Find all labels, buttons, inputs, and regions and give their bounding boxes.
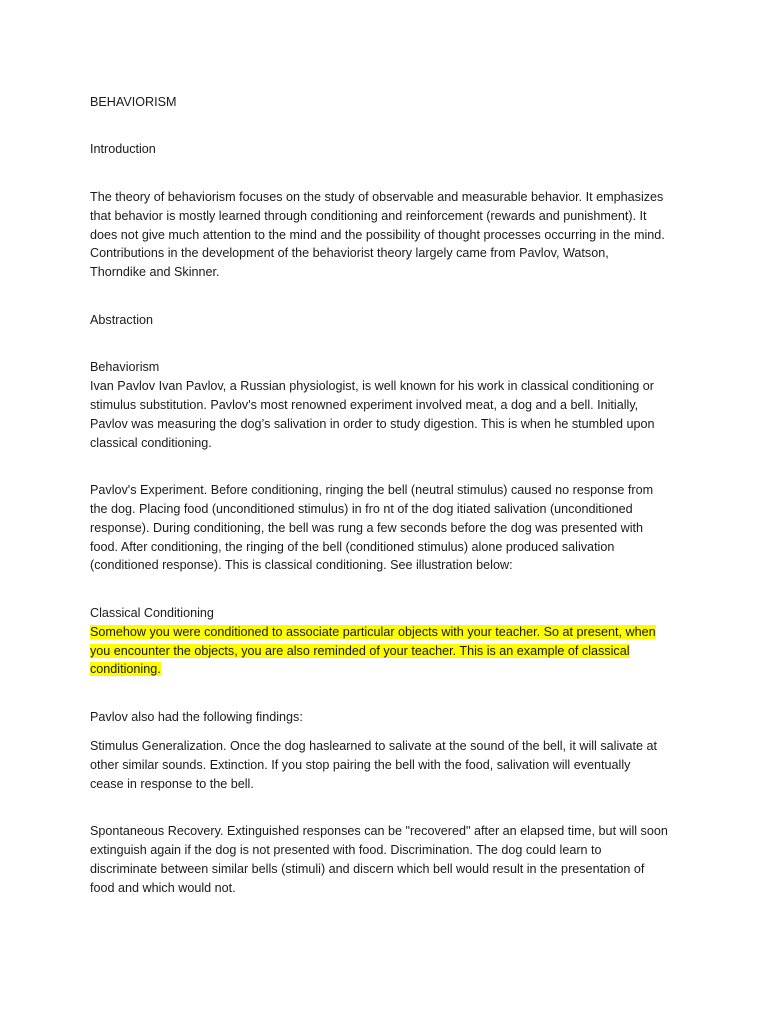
pavlov-line: Pavlov was measuring the dog’s salivation in order to study digestion. This is when he stumbled upon	[90, 417, 655, 431]
experiment-line: food. After conditioning, the ringing of the bell (conditioned stimulus) alone produced salivation	[90, 540, 615, 554]
generalization-line: Stimulus Generalization. Once the dog haslearned to salivate at the sound of the bell, it will salivate at	[90, 739, 658, 753]
experiment-line: Pavlov's Experiment. Before conditioning, ringing the bell (neutral stimulus) caused no response from	[90, 483, 654, 497]
behaviorism-heading: Behaviorism	[90, 360, 160, 374]
intro-line: Contributions in the development of the behaviorist theory largely came from Pavlov, Watson,	[90, 246, 609, 260]
pavlov-line: Ivan Pavlov Ivan Pavlov, a Russian physiologist, is well known for his work in classical conditioning or	[90, 379, 654, 393]
highlighted-line	[90, 642, 690, 661]
highlighted-line	[90, 623, 690, 642]
highlighted-text: you encounter the objects, you are also reminded of your teacher. This is an example of classical	[90, 644, 630, 658]
intro-line: that behavior is mostly learned through conditioning and reinforcement (rewards and punishment). It	[90, 209, 647, 223]
findings-intro: Pavlov also had the following findings:	[90, 710, 303, 724]
recovery-line: food and which would not.	[90, 881, 236, 895]
introduction-heading: Introduction	[90, 142, 156, 156]
recovery-line: discriminate between similar bells (stimuli) and discern which bell would result in the presentation of	[90, 862, 645, 876]
generalization-line: other similar sounds. Extinction. If you stop pairing the bell with the food, salivation will eventually	[90, 758, 631, 772]
generalization-line: cease in response to the bell.	[90, 777, 254, 791]
experiment-line: response). During conditioning, the bell was rung a few seconds before the dog was presented with	[90, 521, 644, 535]
intro-line: does not give much attention to the mind and the possibility of thought processes occurring in the mind.	[90, 228, 665, 242]
highlighted-text: conditioning.	[90, 662, 161, 676]
pavlov-line: classical conditioning.	[90, 436, 212, 450]
recovery-line: extinguish again if the dog is not presented with food. Discrimination. The dog could learn to	[90, 843, 602, 857]
intro-line: The theory of behaviorism focuses on the study of observable and measurable behavior. It emphasizes	[90, 190, 664, 204]
pavlov-line: stimulus substitution. Pavlov's most renowned experiment involved meat, a dog and a bell. Initially,	[90, 398, 639, 412]
intro-line: Thorndike and Skinner.	[90, 265, 220, 279]
experiment-line: the dog. Placing food (unconditioned stimulus) in fro nt of the dog itiated salivation (unconditioned	[90, 502, 633, 516]
experiment-line: (conditioned response). This is classical conditioning. See illustration below:	[90, 558, 513, 572]
document-title: BEHAVIORISM	[90, 95, 177, 109]
abstraction-heading: Abstraction	[90, 313, 153, 327]
recovery-line: Spontaneous Recovery. Extinguished responses can be "recovered" after an elapsed time, but will soon	[90, 824, 668, 838]
highlighted-line	[90, 660, 690, 679]
highlighted-text: Somehow you were conditioned to associate particular objects with your teacher. So at present, when	[90, 625, 656, 639]
classical-conditioning-heading: Classical Conditioning	[90, 606, 214, 620]
